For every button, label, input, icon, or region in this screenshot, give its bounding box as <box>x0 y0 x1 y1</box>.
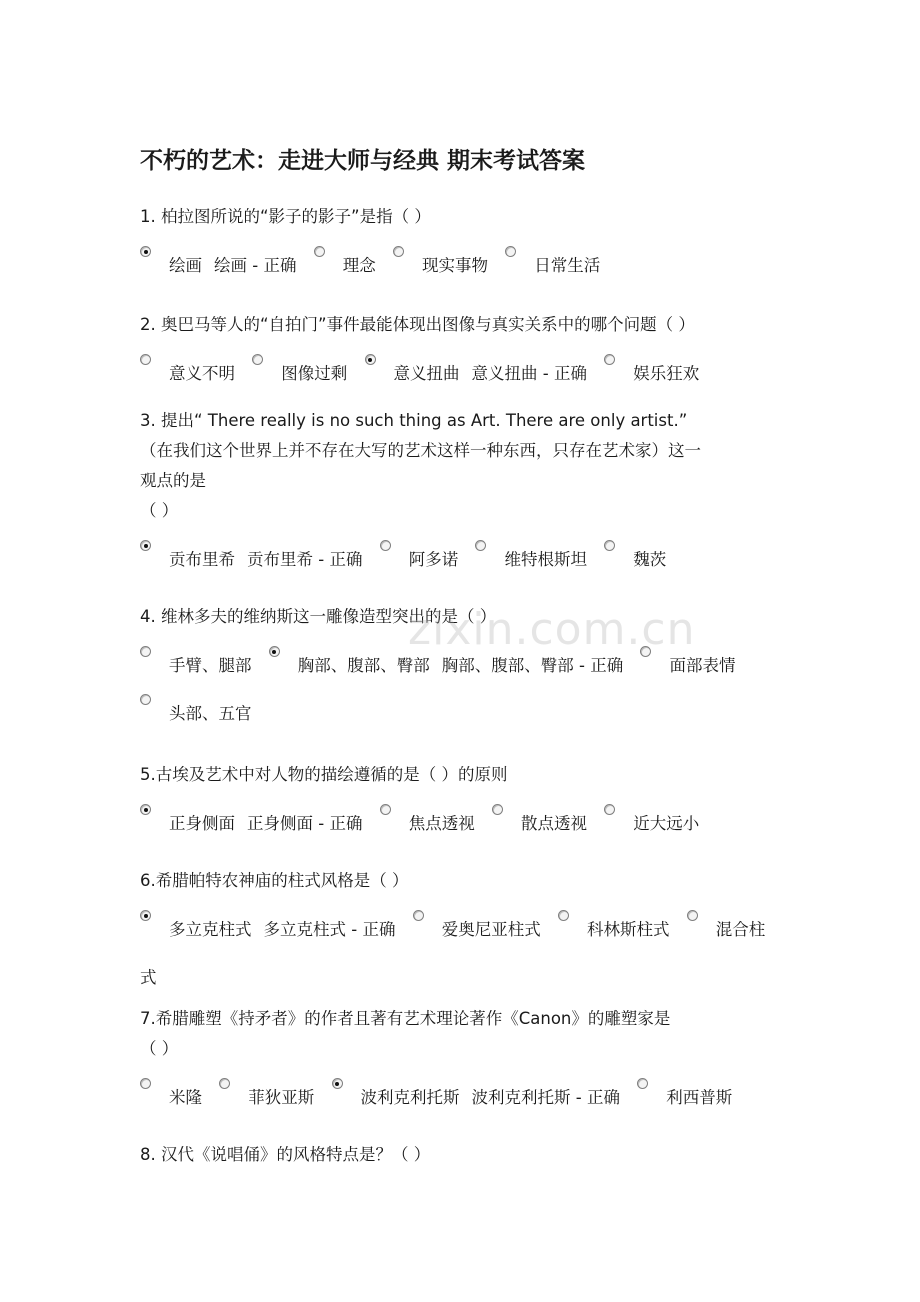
question-5 <box>140 760 780 848</box>
option-label: 爱奥尼亚柱式 <box>441 920 541 939</box>
question-8 <box>140 1140 780 1170</box>
option-3c[interactable] <box>475 550 599 569</box>
option-1b[interactable] <box>314 256 388 275</box>
radio-unchecked-icon[interactable] <box>558 910 569 921</box>
option-4d[interactable] <box>140 704 264 723</box>
answer-options <box>140 642 780 738</box>
option-5b[interactable] <box>380 814 487 833</box>
question-line: （在我们这个世界上并不存在大写的艺术这样一种东西，只存在艺术家）这一 <box>140 441 701 460</box>
option-label: 胸部、腹部、臀部 <box>297 656 430 675</box>
option-6c[interactable] <box>558 920 682 939</box>
answer-options <box>140 800 780 848</box>
radio-unchecked-icon[interactable] <box>413 910 424 921</box>
option-2c[interactable] <box>365 364 599 383</box>
question-text <box>140 866 780 896</box>
radio-unchecked-icon[interactable] <box>219 1078 230 1089</box>
question-line: （ ） <box>140 501 179 520</box>
option-3a[interactable] <box>140 550 374 569</box>
option-3b[interactable] <box>380 550 471 569</box>
option-4b[interactable] <box>269 656 635 675</box>
question-3 <box>140 406 780 584</box>
option-5a[interactable] <box>140 814 374 833</box>
option-label: 面部表情 <box>669 656 736 675</box>
radio-unchecked-icon[interactable] <box>140 1078 151 1089</box>
radio-unchecked-icon[interactable] <box>380 540 391 551</box>
option-label: 日常生活 <box>534 256 601 275</box>
question-line: 8. 汉代《说唱俑》的风格特点是？（ ） <box>140 1145 431 1164</box>
option-label: 焦点透视 <box>408 814 475 833</box>
option-label: 多立克柱式 <box>169 920 252 939</box>
question-6 <box>140 866 780 1002</box>
question-text <box>140 760 780 790</box>
radio-unchecked-icon[interactable] <box>687 910 698 921</box>
answer-options <box>140 350 780 398</box>
option-2a[interactable] <box>140 364 247 383</box>
option-label: 科林斯柱式 <box>586 920 670 939</box>
question-line: （ ） <box>140 1039 179 1058</box>
radio-checked-icon[interactable] <box>140 804 151 815</box>
radio-checked-icon[interactable] <box>365 354 376 365</box>
answer-correct-label: 意义扭曲 - 正确 <box>471 364 587 383</box>
option-label: 娱乐狂欢 <box>633 364 700 383</box>
option-6b[interactable] <box>413 920 553 939</box>
radio-unchecked-icon[interactable] <box>492 804 503 815</box>
option-6a[interactable] <box>140 920 407 939</box>
answer-options <box>140 1074 780 1122</box>
option-label: 头部、五官 <box>169 704 252 723</box>
question-line: 6.希腊帕特农神庙的柱式风格是（ ） <box>140 871 409 890</box>
question-text <box>140 406 780 526</box>
option-1c[interactable] <box>393 256 500 275</box>
option-label: 混合柱式 <box>140 920 766 987</box>
option-label: 维特根斯坦 <box>504 550 587 569</box>
answer-options <box>140 536 780 584</box>
question-text <box>140 310 780 340</box>
question-7 <box>140 1004 780 1122</box>
radio-unchecked-icon[interactable] <box>252 354 263 365</box>
answer-correct-label: 波利克利托斯 - 正确 <box>471 1088 620 1107</box>
option-label: 意义扭曲 <box>393 364 460 383</box>
radio-checked-icon[interactable] <box>332 1078 343 1089</box>
radio-checked-icon[interactable] <box>140 910 151 921</box>
answer-correct-label: 胸部、腹部、臀部 - 正确 <box>441 656 624 675</box>
option-label: 现实事物 <box>421 256 488 275</box>
option-label: 魏茨 <box>633 550 667 569</box>
option-label: 阿多诺 <box>408 550 459 569</box>
radio-unchecked-icon[interactable] <box>604 540 615 551</box>
option-1a[interactable] <box>140 256 308 275</box>
question-line: 7.希腊雕塑《持矛者》的作者且著有艺术理论著作《Canon》的雕塑家是 <box>140 1009 671 1028</box>
option-label: 菲狄亚斯 <box>248 1088 315 1107</box>
option-label: 散点透视 <box>520 814 587 833</box>
radio-unchecked-icon[interactable] <box>505 246 516 257</box>
option-label: 理念 <box>342 256 376 275</box>
question-line: 1. 柏拉图所说的“影子的影子”是指（ ） <box>140 207 431 226</box>
page-title: 不朽的艺术：走进大师与经典 期末考试答案 <box>140 148 586 174</box>
radio-checked-icon[interactable] <box>140 540 151 551</box>
answer-options <box>140 242 780 290</box>
radio-unchecked-icon[interactable] <box>140 646 151 657</box>
question-1 <box>140 202 780 290</box>
radio-unchecked-icon[interactable] <box>380 804 391 815</box>
option-label: 绘画 <box>169 256 202 275</box>
answer-correct-label: 正身侧面 - 正确 <box>247 814 363 833</box>
radio-unchecked-icon[interactable] <box>604 804 615 815</box>
radio-checked-icon[interactable] <box>269 646 280 657</box>
option-label: 米隆 <box>169 1088 202 1107</box>
question-2 <box>140 310 780 398</box>
option-7d[interactable] <box>637 1088 744 1107</box>
answer-options <box>140 906 780 1002</box>
option-label: 利西普斯 <box>666 1088 733 1107</box>
radio-unchecked-icon[interactable] <box>393 246 404 257</box>
radio-checked-icon[interactable] <box>140 246 151 257</box>
option-2b[interactable] <box>252 364 359 383</box>
answer-correct-label: 多立克柱式 - 正确 <box>263 920 396 939</box>
radio-unchecked-icon[interactable] <box>140 694 151 705</box>
option-label: 图像过剩 <box>281 364 348 383</box>
question-text <box>140 202 780 232</box>
question-line: 2. 奥巴马等人的“自拍门”事件最能体现出图像与真实关系中的哪个问题（ ） <box>140 315 695 334</box>
question-text <box>140 1140 780 1170</box>
question-line: 4. 维林多夫的维纳斯这一雕像造型突出的是（ ） <box>140 607 497 626</box>
answer-correct-label: 贡布里希 - 正确 <box>247 550 363 569</box>
answer-correct-label: 绘画 - 正确 <box>214 256 297 275</box>
option-4a[interactable] <box>140 656 264 675</box>
question-line: 观点的是 <box>140 471 206 490</box>
radio-unchecked-icon[interactable] <box>637 1078 648 1089</box>
option-5d[interactable] <box>604 814 711 833</box>
option-2d[interactable] <box>604 364 711 383</box>
option-3d[interactable] <box>604 550 678 569</box>
radio-unchecked-icon[interactable] <box>314 246 325 257</box>
option-label: 正身侧面 <box>169 814 235 833</box>
option-7b[interactable] <box>219 1088 326 1107</box>
option-label: 手臂、腿部 <box>169 656 252 675</box>
radio-unchecked-icon[interactable] <box>604 354 615 365</box>
option-7c[interactable] <box>332 1088 632 1107</box>
option-label: 波利克利托斯 <box>360 1088 460 1107</box>
option-5c[interactable] <box>492 814 599 833</box>
radio-unchecked-icon[interactable] <box>140 354 151 365</box>
option-label: 贡布里希 <box>169 550 235 569</box>
option-7a[interactable] <box>140 1088 214 1107</box>
question-text <box>140 1004 780 1064</box>
watermark: zixin.com.cn <box>408 604 696 655</box>
question-line: 5.古埃及艺术中对人物的描绘遵循的是（ ）的原则 <box>140 765 508 784</box>
option-label: 意义不明 <box>169 364 235 383</box>
option-4c[interactable] <box>640 656 747 675</box>
question-line: 3. 提出“ There really is no such thing as Art. There are only artist.” <box>140 411 688 430</box>
radio-unchecked-icon[interactable] <box>475 540 486 551</box>
option-1d[interactable] <box>505 256 612 275</box>
option-label: 近大远小 <box>633 814 700 833</box>
